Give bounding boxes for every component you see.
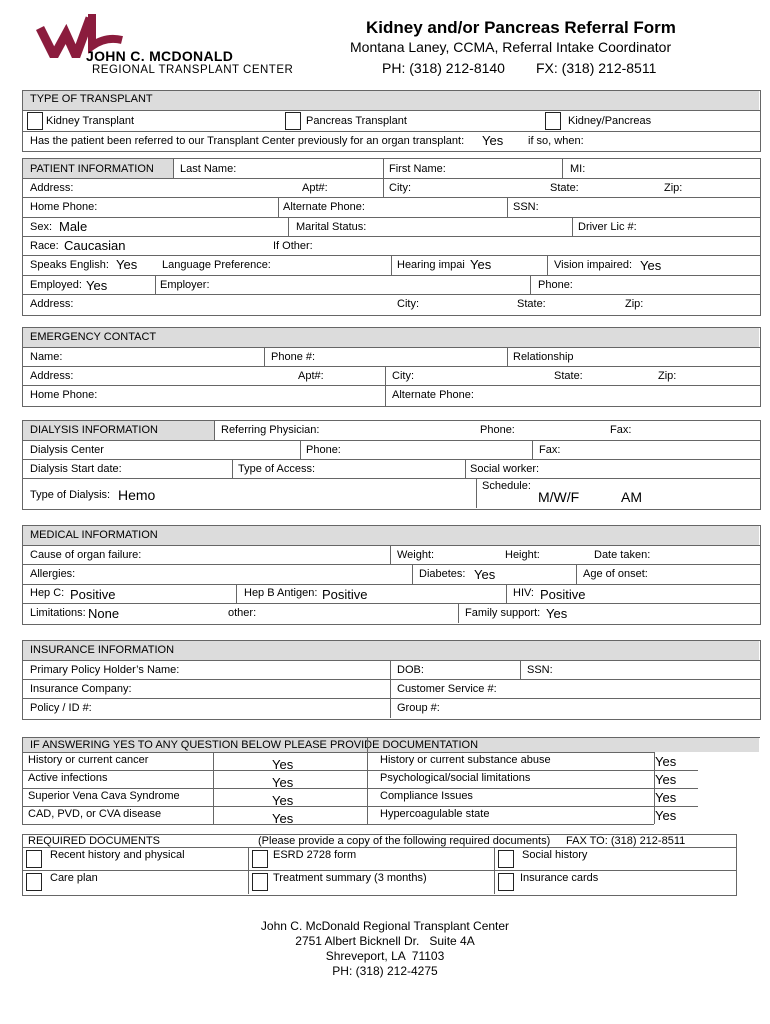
customer-service-label: Customer Service #: <box>397 683 497 695</box>
ec-apt-label: Apt#: <box>298 370 324 382</box>
emergency-heading: EMERGENCY CONTACT <box>30 331 157 343</box>
doc-checkbox[interactable] <box>498 873 514 891</box>
employer-city-label: City: <box>397 298 419 310</box>
doc-label: ESRD 2728 form <box>273 849 357 861</box>
question-answer[interactable]: Yes <box>655 754 677 769</box>
question-answer[interactable]: Yes <box>655 790 677 805</box>
driver-lic-label: Driver Lic #: <box>578 221 637 233</box>
access-type-label: Type of Access: <box>238 463 316 475</box>
hearing-value[interactable]: Yes <box>470 257 492 272</box>
doc-label: Social history <box>522 849 588 861</box>
weight-label: Weight: <box>397 549 435 561</box>
documents-instruction: (Please provide a copy of the following required documents) <box>258 835 551 847</box>
question-item: Psychological/social limitations <box>380 772 531 784</box>
logo-subtitle: REGIONAL TRANSPLANT CENTER <box>92 64 294 76</box>
ec-name-label: Name: <box>30 351 63 363</box>
apt-label: Apt#: <box>302 182 328 194</box>
speaks-english-value[interactable]: Yes <box>116 257 138 272</box>
ssn-label: SSN: <box>513 201 539 213</box>
question-answer[interactable]: Yes <box>272 775 294 790</box>
documents-fax: FAX TO: (318) 212-8511 <box>566 835 686 847</box>
onset-label: Age of onset: <box>583 568 648 580</box>
hiv-value[interactable]: Positive <box>540 587 586 602</box>
ec-city-label: City: <box>392 370 414 382</box>
question-answer[interactable]: Yes <box>272 811 294 826</box>
questions-heading: IF ANSWERING YES TO ANY QUESTION BELOW PLEASE PROVIDE DOCUMENTATION <box>30 739 479 751</box>
other-label: other: <box>228 607 257 619</box>
question-item: Hypercoagulable state <box>380 808 490 820</box>
question-item: History or current substance abuse <box>380 754 551 766</box>
zip-label: Zip: <box>664 182 683 194</box>
kidney-checkbox[interactable] <box>27 112 43 130</box>
diabetes-value[interactable]: Yes <box>474 567 496 582</box>
coordinator: Montana Laney, CCMA, Referral Intake Coordinator <box>350 39 672 55</box>
question-answer[interactable]: Yes <box>655 808 677 823</box>
documents-heading: REQUIRED DOCUMENTS <box>28 835 161 847</box>
doc-checkbox[interactable] <box>252 850 268 868</box>
ins-ssn-label: SSN: <box>527 664 553 676</box>
question-answer[interactable]: Yes <box>272 793 294 808</box>
insurance-heading: INSURANCE INFORMATION <box>30 644 175 656</box>
question-item: Active infections <box>28 772 108 784</box>
kidney-pancreas-label: Kidney/Pancreas <box>568 115 652 127</box>
height-label: Height: <box>505 549 540 561</box>
alt-phone-label: Alternate Phone: <box>283 201 365 213</box>
allergies-label: Allergies: <box>30 568 76 580</box>
doc-label: Care plan <box>50 872 98 884</box>
race-label: Race: <box>30 240 59 252</box>
employer-state-label: State: <box>517 298 546 310</box>
vision-label: Vision impaired: <box>554 259 633 271</box>
footer-address: 2751 Albert Bicknell Dr. Suite 4A <box>295 934 475 948</box>
referred-question: Has the patient been referred to our Transplant Center previously for an organ transplant: <box>30 135 465 147</box>
vision-value[interactable]: Yes <box>640 258 662 273</box>
question-item: CAD, PVD, or CVA disease <box>28 808 162 820</box>
race-value[interactable]: Caucasian <box>64 238 126 253</box>
logo-name: JOHN C. MCDONALD <box>86 48 234 64</box>
ref-phone-label: Phone: <box>480 424 515 436</box>
policy-label: Policy / ID #: <box>30 702 92 714</box>
sex-label: Sex: <box>30 221 53 233</box>
employed-value[interactable]: Yes <box>86 278 108 293</box>
dialysis-type-value[interactable]: Hemo <box>118 487 156 503</box>
social-worker-label: Social worker: <box>470 463 540 475</box>
doc-checkbox[interactable] <box>26 873 42 891</box>
doc-label: Treatment summary (3 months) <box>273 872 427 884</box>
if-so-when: if so, when: <box>528 135 584 147</box>
medical-heading: MEDICAL INFORMATION <box>30 529 158 541</box>
sex-value[interactable]: Male <box>59 219 88 234</box>
transplant-heading: TYPE OF TRANSPLANT <box>30 93 153 105</box>
mi-label: MI: <box>570 163 586 175</box>
ec-relationship-label: Relationship <box>513 351 574 363</box>
date-taken-label: Date taken: <box>594 549 651 561</box>
ec-state-label: State: <box>554 370 583 382</box>
doc-label: Insurance cards <box>520 872 599 884</box>
header-phone: PH: (318) 212-8140 <box>382 60 505 76</box>
header-fax: FX: (318) 212-8511 <box>536 60 657 76</box>
ec-alt-phone-label: Alternate Phone: <box>392 389 474 401</box>
dob-label: DOB: <box>397 664 424 676</box>
cause-label: Cause of organ failure: <box>30 549 142 561</box>
language-label: Language Preference: <box>162 259 271 271</box>
footer-center-name: John C. McDonald Regional Transplant Center <box>260 919 510 933</box>
hearing-label: Hearing impai <box>397 259 465 271</box>
doc-checkbox[interactable] <box>26 850 42 868</box>
dialysis-heading: DIALYSIS INFORMATION <box>30 424 158 436</box>
diabetes-label: Diabetes: <box>419 568 466 580</box>
pancreas-label: Pancreas Transplant <box>306 115 407 127</box>
pancreas-checkbox[interactable] <box>285 112 301 130</box>
kidney-label: Kidney Transplant <box>46 115 135 127</box>
ref-physician-label: Referring Physician: <box>221 424 320 436</box>
last-name-label: Last Name: <box>180 163 237 175</box>
footer-phone: PH: (318) 212-4275 <box>332 964 438 978</box>
schedule-days-value[interactable]: M/W/F <box>538 489 580 505</box>
center-phone-label: Phone: <box>306 444 341 456</box>
ec-zip-label: Zip: <box>658 370 677 382</box>
limitations-label: Limitations: <box>30 607 86 619</box>
ec-phone-label: Phone #: <box>271 351 316 363</box>
city-label: City: <box>389 182 411 194</box>
hep-c-value[interactable]: Positive <box>70 587 116 602</box>
hep-b-value[interactable]: Positive <box>322 587 368 602</box>
dialysis-center-label: Dialysis Center <box>30 444 104 456</box>
doc-checkbox[interactable] <box>498 850 514 868</box>
hep-b-label: Hep B Antigen: <box>244 587 318 599</box>
referred-value[interactable]: Yes <box>482 133 504 148</box>
dialysis-type-label: Type of Dialysis: <box>30 489 111 501</box>
question-item: History or current cancer <box>28 754 149 766</box>
employer-phone-label: Phone: <box>538 279 573 291</box>
speaks-english-label: Speaks English: <box>30 259 109 271</box>
ec-address-label: Address: <box>30 370 74 382</box>
company-label: Insurance Company: <box>30 683 132 695</box>
question-answer[interactable]: Yes <box>272 757 294 772</box>
center-fax-label: Fax: <box>539 444 561 456</box>
if-other-label: If Other: <box>273 240 313 252</box>
state-label: State: <box>550 182 579 194</box>
footer-city: Shreveport, LA 71103 <box>325 949 445 963</box>
schedule-time-value[interactable]: AM <box>621 489 642 505</box>
group-label: Group #: <box>397 702 440 714</box>
employer-zip-label: Zip: <box>625 298 644 310</box>
first-name-label: First Name: <box>389 163 446 175</box>
ref-fax-label: Fax: <box>610 424 632 436</box>
question-item: Superior Vena Cava Syndrome <box>28 790 180 802</box>
question-answer[interactable]: Yes <box>655 772 677 787</box>
hep-c-label: Hep C: <box>30 587 65 599</box>
doc-label: Recent history and physical <box>50 849 185 861</box>
schedule-label: Schedule: <box>482 480 531 492</box>
ec-home-phone-label: Home Phone: <box>30 389 98 401</box>
form-title: Kidney and/or Pancreas Referral Form <box>366 18 676 37</box>
family-support-label: Family support: <box>465 607 541 619</box>
home-phone-label: Home Phone: <box>30 201 98 213</box>
hiv-label: HIV: <box>513 587 534 599</box>
employer-label: Employer: <box>160 279 210 291</box>
start-date-label: Dialysis Start date: <box>30 463 122 475</box>
holder-label: Primary Policy Holder’s Name: <box>30 664 180 676</box>
patient-heading: PATIENT INFORMATION <box>30 163 154 175</box>
employed-label: Employed: <box>30 279 82 291</box>
family-support-value[interactable]: Yes <box>546 606 568 621</box>
limitations-value[interactable]: None <box>88 606 120 621</box>
employer-address-label: Address: <box>30 298 74 310</box>
address-label: Address: <box>30 182 74 194</box>
marital-label: Marital Status: <box>296 221 367 233</box>
kidney-pancreas-checkbox[interactable] <box>545 112 561 130</box>
doc-checkbox[interactable] <box>252 873 268 891</box>
question-item: Compliance Issues <box>380 790 473 802</box>
